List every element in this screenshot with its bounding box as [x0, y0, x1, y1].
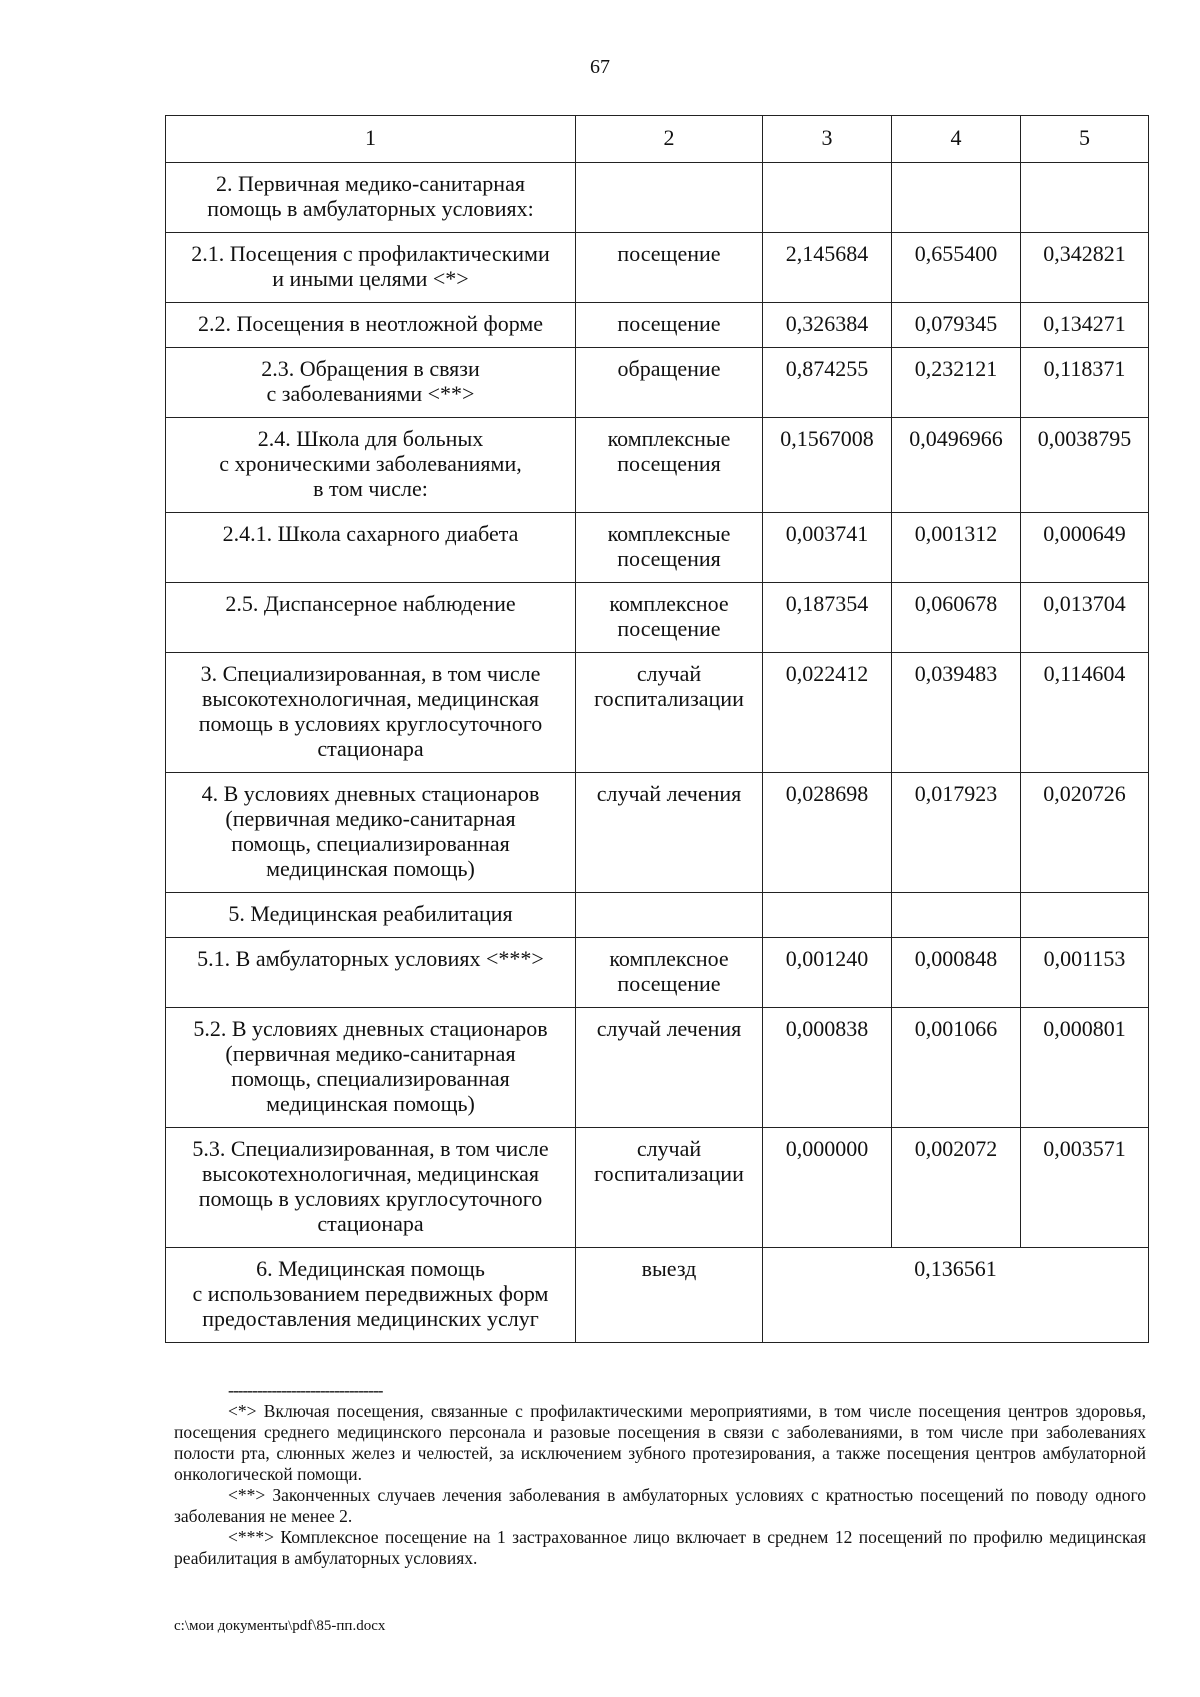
row-name-cell-line: 3. Специализированная, в том числе	[200, 661, 541, 686]
row-name-cell-line: (первичная медико-санитарная	[225, 1041, 516, 1066]
unit-cell	[576, 893, 763, 938]
value-cell-col3: 0,003741	[763, 513, 892, 583]
unit-cell-line: комплексное	[609, 591, 729, 616]
unit-cell	[576, 583, 763, 653]
value-cell-col4: 0,000848	[892, 938, 1021, 1008]
table-row	[166, 938, 1149, 1008]
row-name-cell-line: предоставления медицинских услуг	[202, 1306, 539, 1331]
value-cell-col5: 0,134271	[1021, 303, 1149, 348]
value-cell-col3	[763, 163, 892, 233]
unit-cell	[576, 938, 763, 1008]
column-header: 2	[576, 116, 763, 163]
row-name-cell-line: стационара	[317, 1211, 424, 1236]
row-name-cell	[166, 1128, 576, 1248]
unit-cell-line: посещения	[617, 546, 721, 571]
row-name-cell-line: 5. Медицинская реабилитация	[228, 901, 513, 926]
row-name-cell-line: помощь в условиях круглосуточного	[198, 1186, 543, 1211]
unit-cell-line: случай	[636, 661, 702, 686]
value-cell-col3: 0,028698	[763, 773, 892, 893]
unit-cell	[576, 418, 763, 513]
unit-cell-line: комплексные	[607, 426, 731, 451]
row-name-cell-line: 5.2. В условиях дневных стационаров	[193, 1016, 548, 1041]
row-name-cell-line: 5.3. Специализированная, в том числе	[192, 1136, 549, 1161]
table-row	[166, 583, 1149, 653]
row-name-cell	[166, 163, 576, 233]
table-row	[166, 233, 1149, 303]
unit-cell: выезд	[576, 1248, 763, 1343]
value-cell-col4	[892, 893, 1021, 938]
table-row	[166, 418, 1149, 513]
row-name-cell	[166, 653, 576, 773]
indicators-table	[165, 115, 1149, 1343]
footnotes	[174, 1380, 1146, 1569]
table-row	[166, 653, 1149, 773]
unit-cell-line: госпитализации	[594, 1161, 744, 1186]
column-header: 4	[892, 116, 1021, 163]
row-name-cell-line: высокотехнологичная, медицинская	[202, 1161, 539, 1186]
unit-cell-line: случай лечения	[596, 781, 742, 806]
value-cell-col5: 0,114604	[1021, 653, 1149, 773]
footnote: <*> Включая посещения, связанные с профилактическими мероприятиями, в том числе посещения центров здоровья, посещения среднего медицинского персонала и разовые посещения в связи с заболеваниями, в том числе при заболеваниях полости рта, слюнных желез и челюстей, за исключением зубного протезирования, а также посещения центров амбулаторной онкологической помощи.	[174, 1401, 1146, 1484]
column-header: 1	[166, 116, 576, 163]
table-row	[166, 163, 1149, 233]
table-row	[166, 893, 1149, 938]
value-cell-col4: 0,079345	[892, 303, 1021, 348]
value-cell-col3: 2,145684	[763, 233, 892, 303]
unit-cell	[576, 233, 763, 303]
value-cell-col3: 0,000000	[763, 1128, 892, 1248]
row-name-cell-line: помощь, специализированная	[231, 831, 510, 856]
table-row	[166, 1008, 1149, 1128]
table-row	[166, 303, 1149, 348]
value-cell-col4: 0,232121	[892, 348, 1021, 418]
row-name-cell-line: помощь в условиях круглосуточного	[198, 711, 543, 736]
value-cell-col4: 0,002072	[892, 1128, 1021, 1248]
value-cell-col3	[763, 893, 892, 938]
row-name-cell	[166, 893, 576, 938]
row-name-cell	[166, 418, 576, 513]
value-cell-col5: 0,000649	[1021, 513, 1149, 583]
row-name-cell	[166, 233, 576, 303]
row-name-cell-line: 2.4. Школа для больных	[257, 426, 484, 451]
table-row	[166, 513, 1149, 583]
row-name-cell	[166, 1008, 576, 1128]
row-name-cell	[166, 773, 576, 893]
unit-cell-line: посещение	[617, 311, 721, 336]
table-row	[166, 773, 1149, 893]
table-header-row	[166, 116, 1149, 163]
row-name-cell	[166, 513, 576, 583]
value-cell-col5: 0,020726	[1021, 773, 1149, 893]
row-name-cell-line: в том числе:	[313, 476, 428, 501]
value-cell-col4: 0,001312	[892, 513, 1021, 583]
unit-cell-line: случай	[636, 1136, 702, 1161]
row-name-cell-line: 2.1. Посещения с профилактическими	[191, 241, 550, 266]
row-name-cell-line: помощь в амбулаторных условиях:	[207, 196, 534, 221]
unit-cell-line: посещение	[617, 241, 721, 266]
row-name-cell-line: (первичная медико-санитарная	[225, 806, 516, 831]
value-cell-col3: 0,1567008	[763, 418, 892, 513]
row-name-cell-line: стационара	[317, 736, 424, 761]
row-name-cell-line: 6. Медицинская помощь	[256, 1256, 485, 1281]
row-name-cell-line: 2.2. Посещения в неотложной форме	[197, 311, 544, 336]
unit-cell	[576, 303, 763, 348]
footnote-separator: --------------------------------	[228, 1380, 383, 1400]
unit-cell	[576, 653, 763, 773]
row-name-cell-line: 2.5. Диспансерное наблюдение	[225, 591, 516, 616]
row-name-cell-line: 2.4.1. Школа сахарного диабета	[222, 521, 519, 546]
unit-cell-line: посещение	[617, 971, 721, 996]
value-cell-col5: 0,003571	[1021, 1128, 1149, 1248]
value-cell-col4: 0,655400	[892, 233, 1021, 303]
value-cell-col3: 0,000838	[763, 1008, 892, 1128]
value-cell-col3: 0,326384	[763, 303, 892, 348]
row-name-cell-line: 2. Первичная медико-санитарная	[216, 171, 525, 196]
unit-cell	[576, 1128, 763, 1248]
row-name-cell	[166, 348, 576, 418]
row-name-cell	[166, 1248, 576, 1343]
unit-cell-line: случай лечения	[596, 1016, 742, 1041]
row-name-cell-line: 5.1. В амбулаторных условиях <***>	[197, 946, 544, 971]
row-name-cell-line: медицинская помощь)	[266, 856, 475, 881]
value-cell-col4: 0,0496966	[892, 418, 1021, 513]
unit-cell	[576, 348, 763, 418]
table-row	[166, 348, 1149, 418]
value-cell-col5: 0,000801	[1021, 1008, 1149, 1128]
value-cell-col4: 0,039483	[892, 653, 1021, 773]
row-name-cell-line: помощь, специализированная	[231, 1066, 510, 1091]
value-cell-col3: 0,874255	[763, 348, 892, 418]
value-cell-col5: 0,342821	[1021, 233, 1149, 303]
value-cell-col4: 0,001066	[892, 1008, 1021, 1128]
value-cell-col4	[892, 163, 1021, 233]
value-cell-col5	[1021, 163, 1149, 233]
value-cell-col4: 0,060678	[892, 583, 1021, 653]
footnote: <***> Комплексное посещение на 1 застрахованное лицо включает в среднем 12 посещений по профилю медицинская реабилитация в амбулаторных условиях.	[174, 1527, 1146, 1568]
column-header: 3	[763, 116, 892, 163]
page-number: 67	[590, 56, 610, 78]
row-name-cell-line: 4. В условиях дневных стационаров	[201, 781, 540, 806]
row-name-cell	[166, 583, 576, 653]
row-name-cell-line: с заболеваниями <**>	[266, 381, 475, 406]
footnote: <**> Законченных случаев лечения заболевания в амбулаторных условиях с кратностью посещений по поводу одного заболевания не менее 2.	[174, 1485, 1146, 1526]
unit-cell	[576, 513, 763, 583]
table-row	[166, 1128, 1149, 1248]
value-cell-col5: 0,001153	[1021, 938, 1149, 1008]
value-cell-col5	[1021, 893, 1149, 938]
row-name-cell-line: с использованием передвижных форм	[192, 1281, 549, 1306]
value-cell-col5: 0,118371	[1021, 348, 1149, 418]
unit-cell	[576, 773, 763, 893]
column-header: 5	[1021, 116, 1149, 163]
value-cell-col3: 0,187354	[763, 583, 892, 653]
row-name-cell-line: с хроническими заболеваниями,	[219, 451, 522, 476]
unit-cell	[576, 163, 763, 233]
unit-cell-line: посещение	[617, 616, 721, 641]
unit-cell-line: посещения	[617, 451, 721, 476]
merged-value-cell: 0,136561	[763, 1248, 1149, 1343]
value-cell-col5: 0,013704	[1021, 583, 1149, 653]
value-cell-col3: 0,001240	[763, 938, 892, 1008]
unit-cell-line: обращение	[617, 356, 721, 381]
row-name-cell-line: и иными целями <*>	[272, 266, 469, 291]
unit-cell	[576, 1008, 763, 1128]
file-path: c:\мои документы\pdf\85-пп.docx	[174, 1618, 386, 1634]
value-cell-col3: 0,022412	[763, 653, 892, 773]
row-name-cell	[166, 303, 576, 348]
table-row-mobile-care	[166, 1248, 1149, 1343]
unit-cell-line: госпитализации	[594, 686, 744, 711]
row-name-cell-line: медицинская помощь)	[266, 1091, 475, 1116]
unit-cell-line: комплексные	[607, 521, 731, 546]
row-name-cell-line: 2.3. Обращения в связи	[261, 356, 480, 381]
row-name-cell	[166, 938, 576, 1008]
row-name-cell-line: высокотехнологичная, медицинская	[202, 686, 539, 711]
value-cell-col4: 0,017923	[892, 773, 1021, 893]
unit-cell-line: комплексное	[609, 946, 729, 971]
value-cell-col5: 0,0038795	[1021, 418, 1149, 513]
